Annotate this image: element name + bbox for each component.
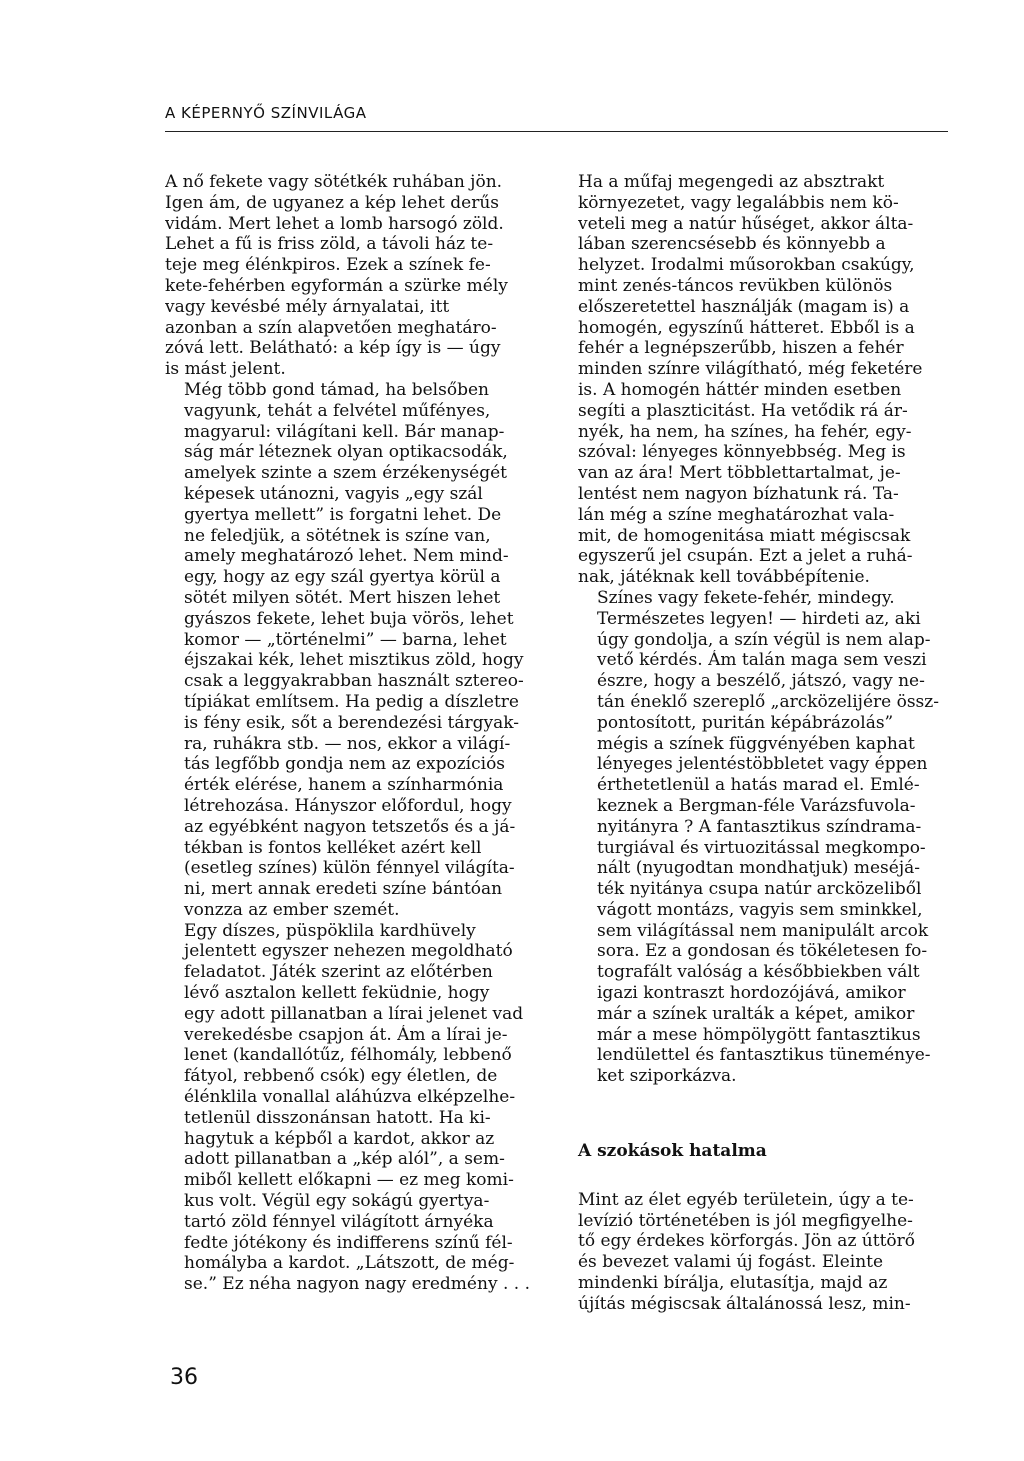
text-line: képesek utánozni, vagyis „egy szál (184, 483, 483, 504)
text-line: ték nyitánya csupa natúr arcközeliből (597, 879, 922, 900)
text-line: levízió történetében is jól megfigyelhe- (578, 1210, 913, 1231)
text-line: lényeges jelentéstöbbletet vagy éppen (597, 754, 928, 775)
text-line: feladatot. Játék szerint az előtérben (184, 962, 493, 983)
text-line: is. A homogén háttér minden esetben (578, 379, 902, 400)
text-line: vidám. Mert lehet a lomb harsogó zöld. (165, 213, 504, 234)
text-line: (esetleg színes) külön fénnyel világíta- (184, 858, 515, 879)
text-line: homogén, egyszínű hátteret. Ebből is a (578, 317, 915, 338)
text-line: élénklila vonallal aláhúzva elképzelhe- (184, 1087, 516, 1108)
text-line: fátyol, rebbenő csók) egy életlen, de (184, 1066, 498, 1087)
text-line: tás legfőbb gondja nem az expozíciós (184, 754, 506, 775)
text-line: újítás mégiscsak általánossá lesz, min- (578, 1293, 911, 1314)
text-line: Még több gond támad, ha belsőben (184, 379, 489, 400)
text-line: sötét milyen sötét. Mert hiszen lehet (184, 587, 501, 608)
text-line: környezetet, vagy legalábbis nem kö- (578, 192, 899, 213)
text-line: ket sziporkázva. (597, 1066, 737, 1087)
text-line: nyék, ha nem, ha színes, ha fehér, egy- (578, 421, 912, 442)
text-line: helyzet. Irodalmi műsorokban csakúgy, (578, 255, 915, 276)
text-line: minden színre világítható, még feketére (578, 359, 923, 380)
text-line: szóval: lényeges könnyebbség. Meg is (578, 442, 906, 463)
text-line: kus volt. Végül egy sokágú gyertya- (184, 1191, 490, 1212)
text-line: segíti a plaszticitást. Ha vetődik rá ár- (578, 400, 908, 421)
text-line: igazi kontraszt hordozójává, amikor (597, 983, 906, 1004)
text-line: se.” Ez néha nagyon nagy eredmény . . . (184, 1274, 530, 1295)
header-rule (165, 131, 948, 132)
spacer (578, 1087, 948, 1141)
text-line: sora. Ez a gondosan és tökéletesen fo- (597, 941, 928, 962)
text-line: vágott montázs, vagyis sem sminkkel, (597, 899, 923, 920)
text-line: Igen ám, de ugyanez a kép lehet derűs (165, 192, 500, 213)
text-line: vető kérdés. Ám talán maga sem veszi (597, 650, 927, 671)
spacer (578, 1162, 948, 1190)
text-line: amelyek szinte a szem érzékenységét (184, 463, 507, 484)
text-line: Mint az élet egyéb területein, úgy a te- (578, 1189, 914, 1210)
text-line: lendülettel és fantasztikus tüneménye- (597, 1045, 931, 1066)
text-line: adott pillanatban a „kép alól”, a sem- (184, 1149, 505, 1170)
text-line: már a színek uralták a képet, amikor (597, 1003, 915, 1024)
paragraph (578, 172, 948, 588)
paragraph (578, 1190, 948, 1315)
text-line: az egyébként nagyon tetszetős és a já- (184, 816, 516, 837)
page-number: 36 (170, 1365, 198, 1390)
text-line: verekedésbe csapjon át. Ám a lírai je- (184, 1024, 508, 1045)
text-line: magyarul: világítani kell. Bár manap- (184, 421, 505, 442)
text-line: gyászos fekete, lehet buja vörös, lehet (184, 608, 514, 629)
section-heading: A szokások hatalma (578, 1141, 767, 1162)
text-line: ni, mert annak eredeti színe bántóan (184, 879, 503, 900)
text-line: egyszerű jel csupán. Ezt a jelet a ruhá- (578, 546, 913, 567)
text-line: egy adott pillanatban a lírai jelenet vad (184, 1003, 524, 1024)
text-line: már a mese hömpölygött fantasztikus (597, 1024, 921, 1045)
text-line: teje meg élénkpiros. Ezek a színek fe- (165, 255, 491, 276)
text-line: ra, ruhákra stb. — nos, ekkor a világí- (184, 733, 511, 754)
text-line: amely meghatározó lehet. Nem mind- (184, 546, 509, 567)
text-line: úgy gondolja, a szín végül is nem alap- (597, 629, 931, 650)
text-line: tő egy érdekes körforgás. Jön az úttörő (578, 1231, 916, 1252)
text-line: miből kellett előkapni — ez meg komi- (184, 1170, 514, 1191)
text-line: veteli meg a natúr hűséget, akkor álta- (578, 213, 914, 234)
text-line: mégis a színek függvényében kaphat (597, 733, 915, 754)
text-line: csak a leggyakrabban használt sztereo- (184, 671, 524, 692)
text-line: tékban is fontos kelléket azért kell (184, 837, 482, 858)
text-line: mit, de homogenitása miatt mégiscsak (578, 525, 911, 546)
text-line: nált (nyugodtan mondhatjuk) meséjá- (597, 858, 920, 879)
text-line: is mást jelent. (165, 359, 286, 380)
text-line: Ha a műfaj megengedi az absztrakt (578, 172, 885, 192)
running-head: A KÉPERNYŐ SZÍNVILÁGA (165, 104, 367, 122)
paragraph (165, 380, 535, 921)
text-line: lenet (kandallótűz, félhomály, lebbenő (184, 1045, 512, 1066)
text-line: zóvá lett. Belátható: a kép így is — úgy (165, 338, 501, 359)
text-line: vagy kevésbé mély árnyalatai, itt (165, 296, 450, 317)
text-line: vagyunk, tehát a felvétel műfényes, (184, 400, 491, 421)
text-line: lában szerencsésebb és könnyebb a (578, 234, 886, 255)
text-line: nak, játéknak kell továbbépítenie. (578, 567, 870, 588)
text-line: lévő asztalon kellett feküdnie, hogy (184, 983, 490, 1004)
text-line: turgiával és virtuozitással megkompo- (597, 837, 926, 858)
text-line: éjszakai kék, lehet misztikus zöld, hogy (184, 650, 524, 671)
text-line: pontosított, puritán képábrázolás” (597, 712, 894, 733)
left-column (165, 172, 535, 1295)
text-line: lentést nem nagyon bízhatunk rá. Ta- (578, 483, 899, 504)
text-line: mindenki bírálja, elutasítja, majd az (578, 1273, 888, 1294)
text-line: is fény esik, sőt a berendezési tárgyak- (184, 712, 520, 733)
text-line: típiákat említsem. Ha pedig a díszletre (184, 691, 519, 712)
text-line: komor — „történelmi” — barna, lehet (184, 629, 507, 650)
text-line: létrehozása. Hányszor előfordul, hogy (184, 795, 512, 816)
text-line: Természetes legyen! — hirdeti az, aki (597, 608, 921, 629)
text-line: gyertya mellett” is forgatni lehet. De (184, 504, 502, 525)
paragraph (165, 172, 535, 380)
paragraph (578, 588, 948, 1087)
text-line: homályba a kardot. „Látszott, de még- (184, 1253, 515, 1274)
text-line: keznek a Bergman-féle Varázsfuvola- (597, 795, 916, 816)
text-line: tán éneklő szereplő „arcközelijére össz- (597, 691, 939, 712)
text-line: hagytuk a képből a kardot, akkor az (184, 1128, 495, 1149)
text-line: A nő fekete vagy sötétkék ruhában jön. (165, 172, 503, 192)
text-line: előszeretettel használják (magam is) a (578, 296, 910, 317)
text-line: észre, hogy a beszélő, játszó, vagy ne- (597, 671, 925, 692)
text-line: sem világítással nem manipulált arcok (597, 920, 929, 941)
text-line: lán még a színe meghatározhat vala- (578, 504, 895, 525)
text-line: tartó zöld fénnyel világított árnyéka (184, 1211, 494, 1232)
text-line: Színes vagy fekete-fehér, mindegy. (597, 587, 895, 608)
right-column (578, 172, 948, 1315)
text-line: érték elérése, hanem a színharmónia (184, 775, 504, 796)
text-line: tetlenül disszonánsan hatott. Ha ki- (184, 1107, 491, 1128)
text-line: van az ára! Mert többlettartalmat, je- (578, 463, 901, 484)
text-line: ne feledjük, a sötétnek is színe van, (184, 525, 491, 546)
text-line: ság már léteznek olyan optikacsodák, (184, 442, 508, 463)
text-line: fedte jótékony és indifferens színű fél- (184, 1232, 513, 1253)
text-line: érthetetlenül a hatás marad el. Emlé- (597, 775, 920, 796)
text-line: tografált valóság a későbbiekben vált (597, 962, 920, 983)
text-line: és bevezet valami új fogást. Eleinte (578, 1252, 884, 1273)
paragraph (165, 921, 535, 1295)
text-line: kete-fehérben egyformán a szürke mély (165, 275, 508, 296)
text-line: Egy díszes, püspöklila kardhüvely (184, 920, 476, 941)
text-line: egy, hogy az egy szál gyertya körül a (184, 567, 501, 588)
text-line: nyitányra ? A fantasztikus színdrama- (597, 816, 922, 837)
text-line: vonzza az ember szemét. (184, 899, 400, 920)
text-line: Lehet a fű is friss zöld, a távoli ház te- (165, 234, 494, 255)
text-line: jelentett egyszer nehezen megoldható (184, 941, 513, 962)
text-line: azonban a szín alapvetően meghatáro- (165, 317, 497, 338)
text-line: fehér a legnépszerűbb, hiszen a fehér (578, 338, 904, 359)
text-line: mint zenés-táncos revükben különös (578, 275, 893, 296)
